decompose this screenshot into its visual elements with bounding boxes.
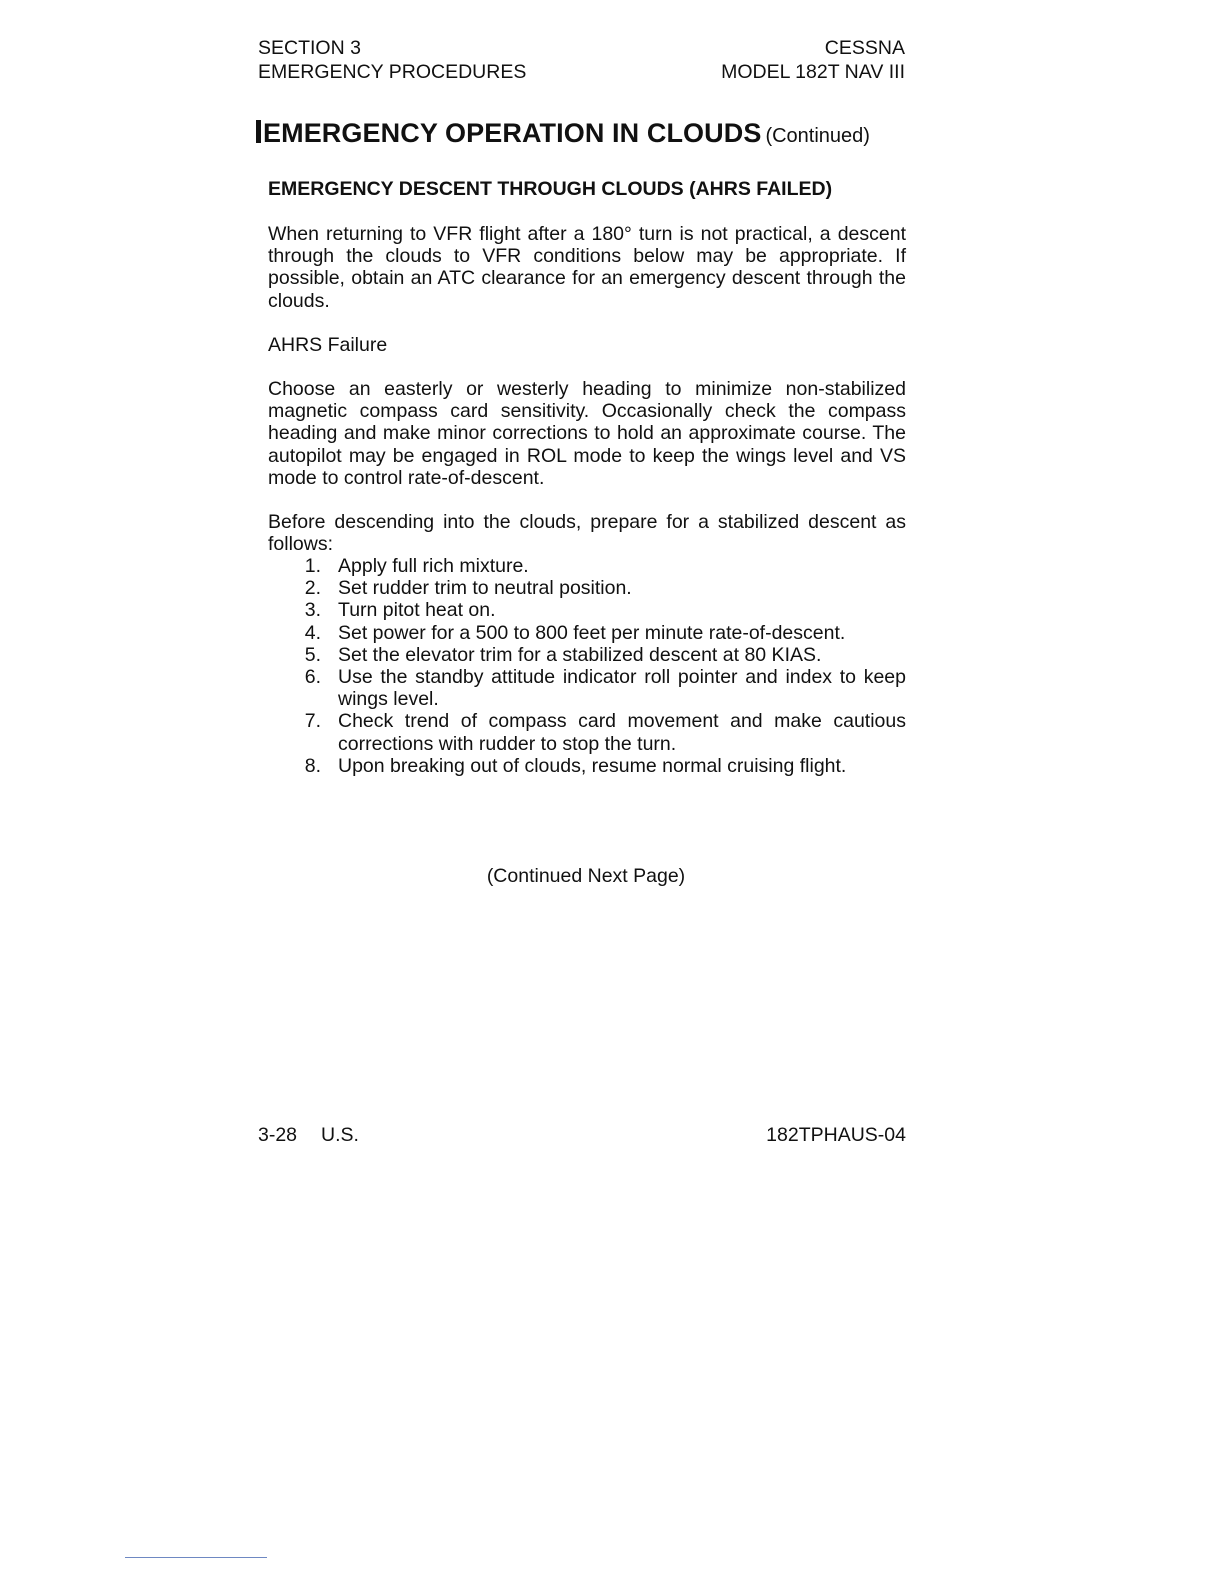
step-text: Turn pitot heat on.	[338, 599, 496, 622]
list-item	[268, 755, 906, 777]
list-item	[268, 666, 906, 710]
step-number: 7.	[304, 710, 321, 733]
step-text: Apply full rich mixture.	[338, 555, 529, 577]
page-title-suffix: (Continued)	[765, 125, 870, 147]
list-item	[268, 644, 906, 666]
list-item	[268, 622, 906, 644]
section-subheading: EMERGENCY DESCENT THROUGH CLOUDS (AHRS FAILED)	[268, 178, 833, 200]
step-text: Set rudder trim to neutral position.	[338, 577, 632, 600]
aircraft-model: MODEL 182T NAV III	[721, 61, 905, 83]
step-text: Set power for a 500 to 800 feet per minute rate-of-descent.	[338, 621, 846, 644]
manufacturer: CESSNA	[824, 37, 905, 59]
continued-next-page-note: (Continued Next Page)	[486, 865, 686, 887]
heading-advice-paragraph: Choose an easterly or westerly heading to minimize non-stabilized magnetic compass card sensitivity. Occasionally check the compass heading and make minor corrections to hold an approximate course. The autopilot may be engaged in ROL mode to keep the wings level and VS mode to control rate-of-descent.	[268, 378, 906, 489]
step-number: 5.	[304, 643, 321, 666]
step-text: Use the standby attitude indicator roll pointer and index to keep wings level.	[338, 666, 906, 711]
step-text: Check trend of compass card movement and make cautious corrections with rudder to stop the turn.	[338, 710, 906, 755]
step-number: 3.	[304, 599, 321, 622]
before-descending-paragraph: Before descending into the clouds, prepare for a stabilized descent as follows:	[268, 511, 906, 556]
step-text: Upon breaking out of clouds, resume normal cruising flight.	[338, 754, 847, 777]
page-title-main: EMERGENCY OPERATION IN CLOUDS	[263, 118, 762, 148]
page-title	[256, 116, 870, 155]
bottom-divider	[125, 1557, 267, 1558]
ahrs-failure-label: AHRS Failure	[268, 334, 388, 356]
intro-paragraph: When returning to VFR flight after a 180° turn is not practical, a descent through the clouds to VFR conditions below may be appropriate. If possible, obtain an ATC clearance for an emergency descent through the clouds.	[268, 223, 906, 312]
list-item	[268, 710, 906, 754]
step-number: 4.	[304, 621, 321, 644]
step-number: 6.	[304, 666, 321, 689]
document-id: 182TPHAUS-04	[766, 1124, 906, 1146]
page-footer-left	[258, 1124, 359, 1146]
list-item	[268, 555, 906, 577]
list-item	[268, 599, 906, 621]
step-number: 8.	[304, 754, 321, 777]
step-text: Set the elevator trim for a stabilized descent at 80 KIAS.	[338, 643, 822, 666]
running-header-right	[640, 36, 905, 84]
section-title: EMERGENCY PROCEDURES	[258, 61, 527, 83]
running-header-left	[258, 36, 526, 84]
page-number: 3-28	[258, 1124, 298, 1146]
step-number: 1.	[304, 555, 321, 577]
section-number: SECTION 3	[258, 37, 361, 59]
step-number: 2.	[304, 577, 321, 600]
region-label: U.S.	[321, 1124, 359, 1146]
revision-change-bar	[256, 120, 261, 143]
descent-steps-list	[268, 555, 906, 777]
list-item	[268, 577, 906, 599]
